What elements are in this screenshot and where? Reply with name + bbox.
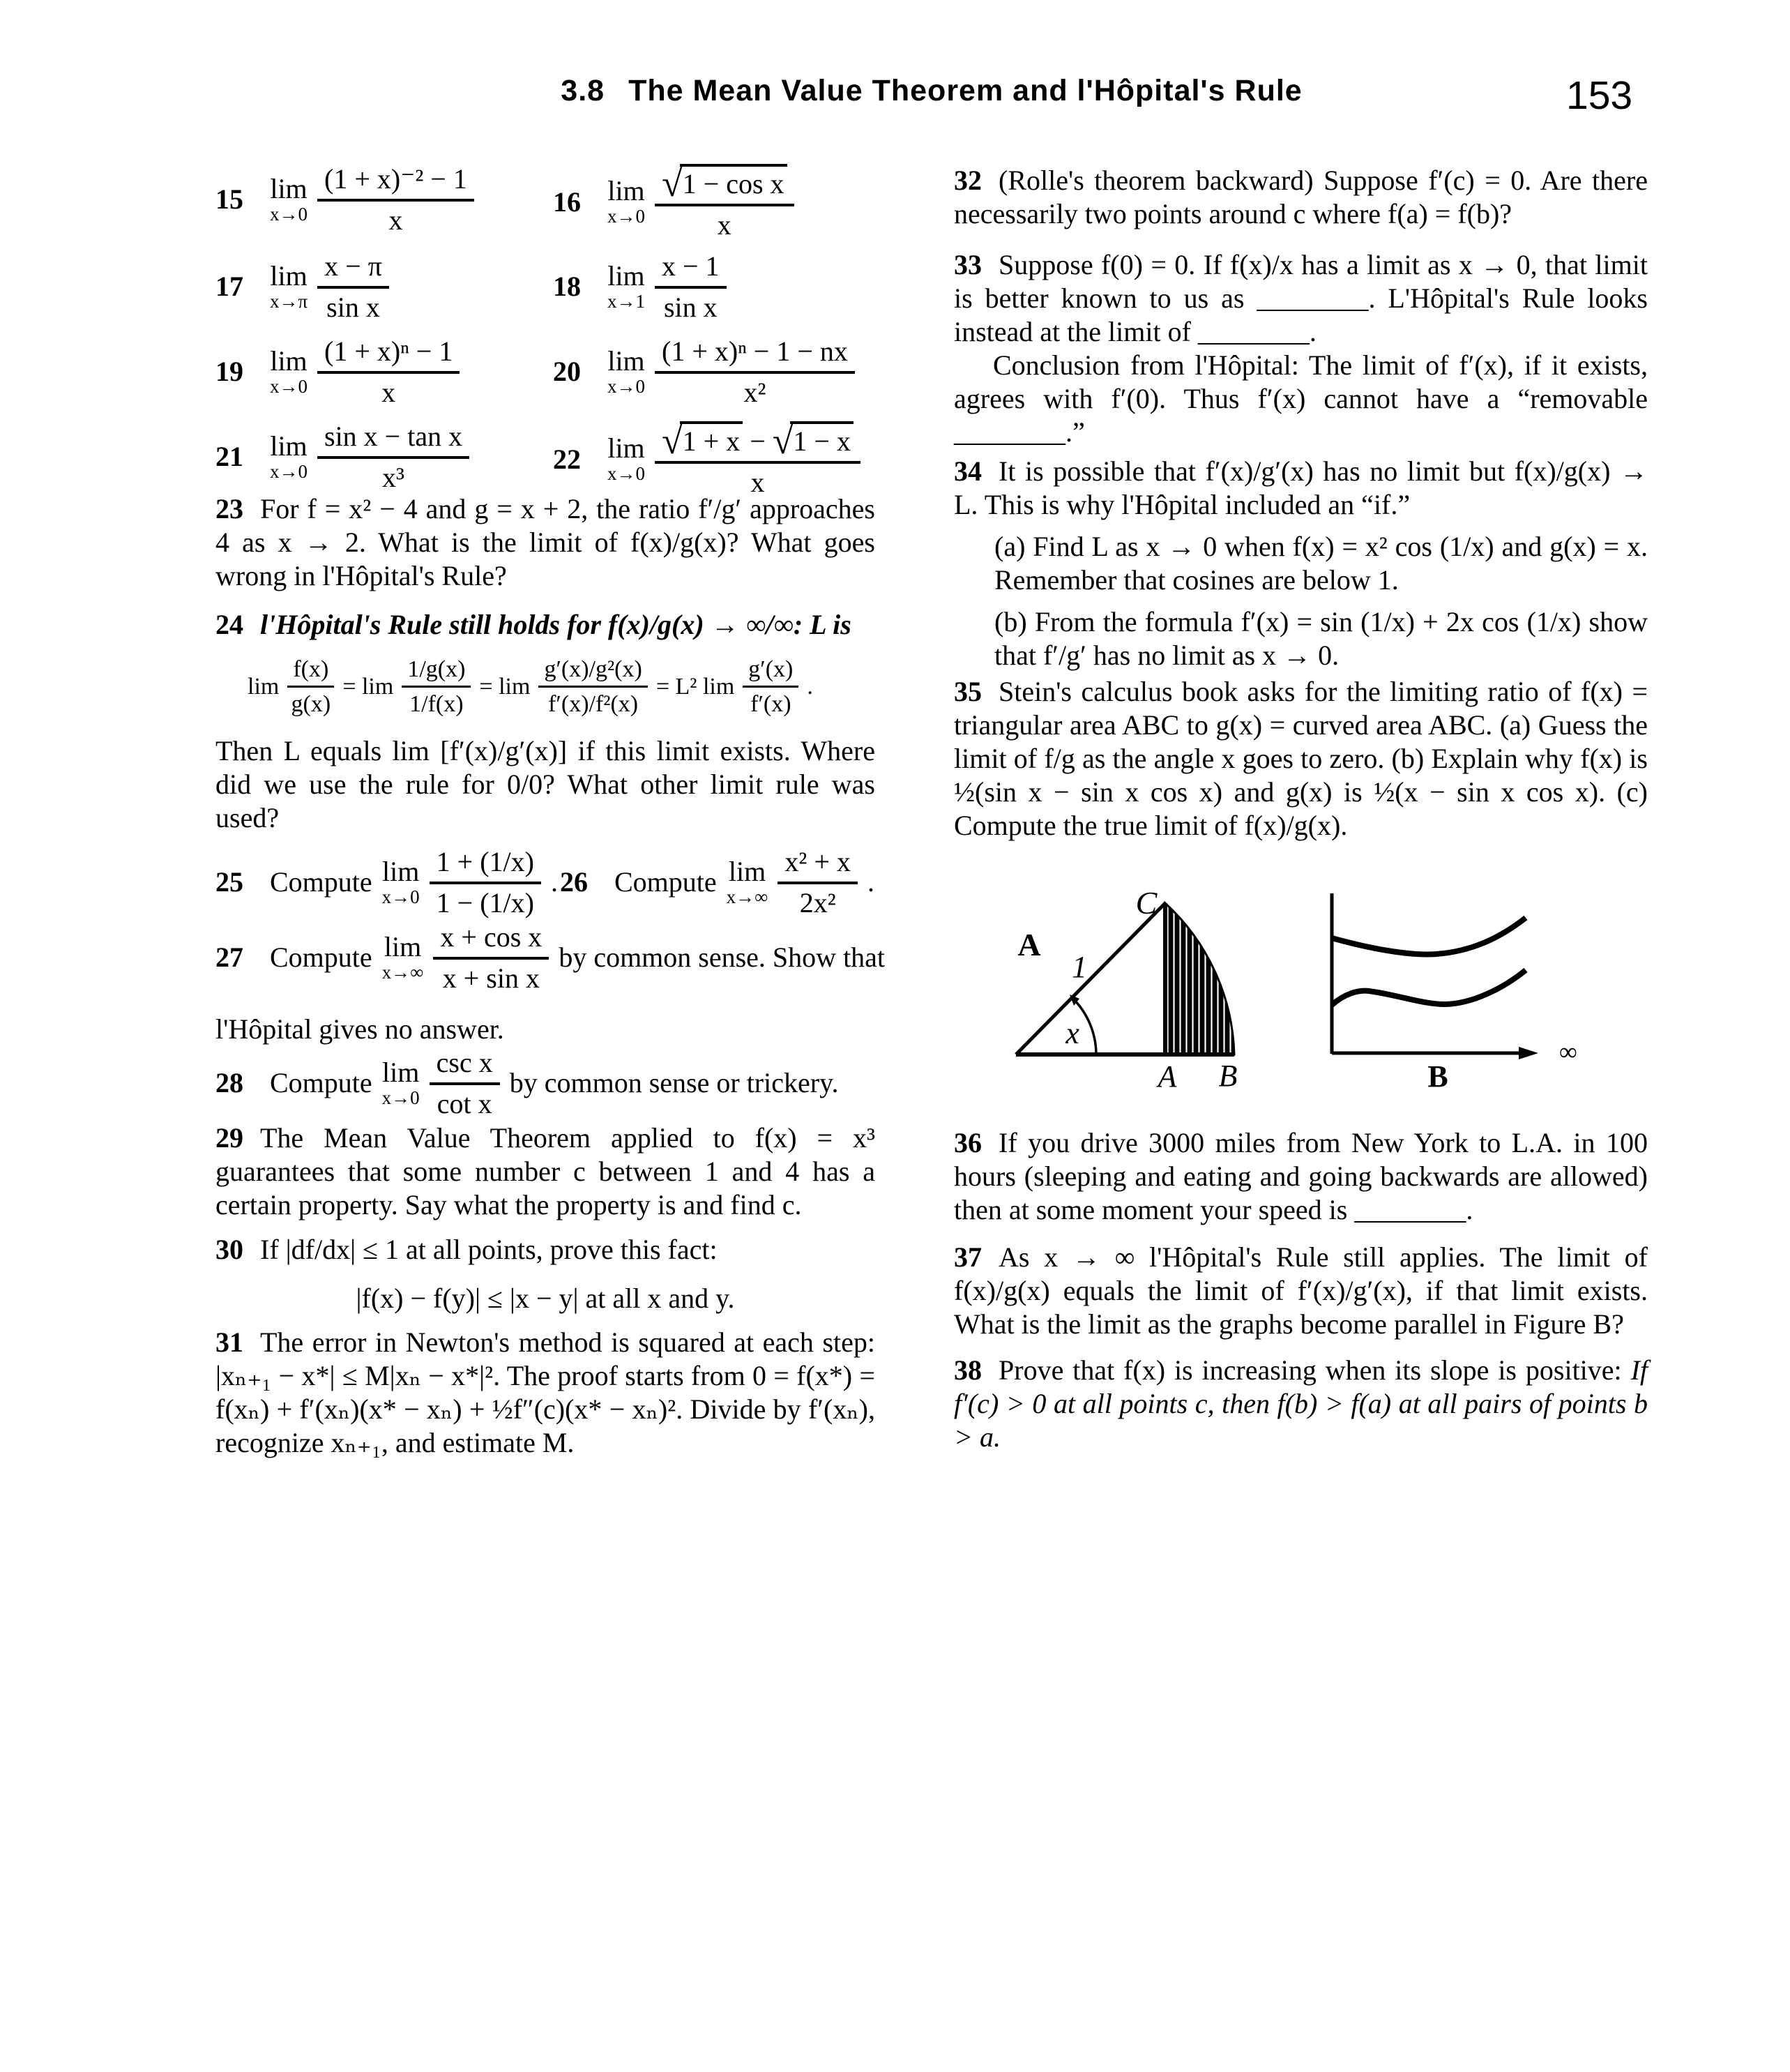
problem-32 [954,164,1648,231]
problem-35 [954,675,1648,842]
problem-24 [215,608,875,835]
problem-34 [954,455,1648,672]
exercise-number: 20 [553,356,581,388]
problem-number: 29 [215,1122,243,1154]
fraction: $\frac{1 + (1/x)}{1 - (1/x)}$ [430,845,541,919]
label-one: 1 [1072,950,1087,984]
exercise-17 [215,250,389,324]
limit-operator: lim x→1 [607,259,645,312]
radical-icon: √ [662,419,683,462]
problem-number: 36 [954,1127,982,1158]
exercise-row-15-16 [215,162,875,239]
limit-operator: lim x→0 [381,1056,420,1108]
exercise-19 [215,335,460,409]
problem-text: It is possible that f′(x)/g′(x) has no limit but f(x)/g(x) → L. This is why l'Hôpital included an “if.” [954,455,1648,520]
problem-number: 28 [215,1067,243,1099]
problem-number: 30 [215,1234,243,1265]
fraction: $\frac{\text{g′(x)/g²(x)}}{\text{f′(x)/f²(x)}}$ [538,656,647,718]
problem-37 [954,1241,1648,1341]
problem-number: 32 [954,165,982,196]
label-a-outer: A [1017,927,1041,962]
problem-number: 24 [215,609,243,640]
exercise-number: 16 [553,186,581,218]
display-equation: lim $\frac{f(x)}{g(x)}$ = lim $\frac{1/g(x)}{1/f(x)}$ = lim $\frac{\text{g′(x)/g²(x)}}{\text{f′(x)/f²(x)}}$ = L² lim $\frac{g'(x)}{f'(x)}$ . [248,656,813,718]
lower-curve [1332,970,1526,1005]
problem-text: (Rolle's theorem backward) Suppose f′(c) = 0. Are there necessarily two points around c where f(a) = f(b)? [954,165,1648,229]
limit-operator: lim x→0 [270,345,308,397]
axis-arrowhead-icon [1519,1047,1538,1059]
exercise-row-19-20 [215,335,875,411]
exercise-20 [553,335,855,409]
exercise-number: 22 [553,443,581,475]
problem-text: The error in Newton's method is squared at each step: |xₙ₊₁ − x*| ≤ M|xₙ − x*|². The proof starts from 0 = f(x*) = f(xₙ) + f′(xₙ)(x* − xₙ) + ½f″(c)(x* − xₙ)². Divide by f′(xₙ), recognize xₙ₊₁, and estimate M. [215,1326,875,1458]
fraction: $\frac{1/g(x)}{1/f(x)}$ [402,656,471,718]
upper-curve [1332,918,1526,954]
problem-26: 26 Compute lim x→∞ $\frac{\text{x² + x}}{\text{2x²}}$ . [560,846,874,918]
problem-29 [215,1121,875,1222]
problem-number: 35 [954,676,982,707]
problem-part-b: (b) From the formula f′(x) = sin (1/x) + 2x cos (1/x) show that f′/g′ has no limit as x → 0. [994,606,1648,671]
exercise-22 [553,420,860,499]
radical-icon: √ [662,162,683,204]
problem-number: 26 [560,866,588,898]
problem-text-continuation: l'Hôpital gives no answer. [215,1013,504,1045]
fraction: $\frac{\text{x² + x}}{\text{2x²}}$ [778,845,858,919]
limit-operator: lim x→π [270,259,308,312]
problem-number: 31 [215,1326,243,1358]
exercise-21 [215,420,469,494]
section-title: The Mean Value Theorem and l'Hôpital's Rule [628,74,1303,107]
fraction: $\frac{f(x)}{g(x)}$ [287,656,334,718]
exercise-number: 17 [215,271,243,303]
limit-operator: lim x→0 [607,175,645,227]
problem-number: 34 [954,455,982,487]
fraction: $\frac{\text{(1 + x)ⁿ − 1 − nx}}{\text{x²}}$ [655,335,855,409]
section-number: 3.8 [561,74,605,107]
exercise-18 [553,250,727,324]
exercise-number: 15 [215,183,243,215]
problem-text: The Mean Value Theorem applied to f(x) = x³ guarantees that some number c between 1 and 4 has a certain property. Say what the property is and find c. [215,1122,875,1220]
problem-text-italic: If f′(c) > 0 at all points c, then f(b) > f(a) at all pairs of points b > a. [954,1354,1648,1453]
problem-text: Then L equals lim [f′(x)/g′(x)] if this limit exists. Where did we use the rule for 0/0? What other limit rule was used? [215,735,875,834]
problem-number: 23 [215,493,243,524]
exercise-row-17-18 [215,250,875,326]
limit-operator: lim x→0 [270,430,308,482]
problem-number: 38 [954,1354,982,1386]
fraction: $\frac{\text{sin x − tan x}}{\text{x³}}$ [317,420,469,494]
problem-number: 33 [954,249,982,280]
fraction: $\frac{\text{csc x}}{\text{cot x}}$ [430,1046,500,1120]
problem-text: Prove that f(x) is increasing when its slope is positive: [999,1354,1631,1386]
shaded-region [1165,903,1234,1054]
fraction: $\frac{g'(x)}{f'(x)}$ [743,656,798,718]
limit-operator: lim x→0 [381,855,420,907]
problem-conclusion: Conclusion from l'Hôpital: The limit of f′(x), if it exists, agrees with f′(0). Thus f′(x) cannot have a “removable ________.” [954,349,1648,448]
label-angle-x: x [1065,1016,1079,1050]
hypotenuse-line [1016,903,1165,1054]
fraction: √ 1 − cos x x [655,162,794,241]
label-b: B [1427,1059,1448,1094]
section-header [215,74,1648,108]
problem-text: Stein's calculus book asks for the limiting ratio of f(x) = triangular area ABC to g(x) = curved area ABC. (a) Guess the limit of f/g as the angle x goes to zero. (b) Explain why f(x) is ½(sin x − sin x cos x) and g(x) is ½(x − sin x cos x). (c) Compute the true limit of f(x)/g(x). [954,676,1648,841]
fraction: $\frac{x - \pi}{\text{sin x}}$ [317,250,389,324]
figure-b-curves [1332,893,1577,1094]
label-infinity: ∞ [1559,1038,1577,1066]
problem-text: Suppose f(0) = 0. If f(x)/x has a limit as x → 0, that limit is better known to us as ________. L'Hôpital's Rule looks instead at the limit of ________. [954,249,1648,347]
problem-text: If you drive 3000 miles from New York to L.A. in 100 hours (sleeping and eating and going backwards are allowed) then at some moment your speed is ________. [954,1127,1648,1225]
problem-text: For f = x² − 4 and g = x + 2, the ratio f′/g′ approaches 4 as x → 2. What is the limit of f(x)/g(x)? What goes wrong in l'Hôpital's Rule? [215,493,875,591]
problem-28: 28 Compute lim x→0 $\frac{\text{csc x}}{\text{cot x}}$ by common sense or trickery. [215,1047,839,1119]
problem-number: 25 [215,866,243,898]
radical-icon: √ [772,419,794,462]
problem-27: 27 Compute lim x→∞ $\frac{\text{x + cos x}}{\text{x + sin x}}$ by common sense. Show that l'Hôpital gives no answer. [215,921,886,1045]
problem-text: As x → ∞ l'Hôpital's Rule still applies. The limit of f(x)/g(x) equals the limit of f′(x)/g′(x), if that limit exists. What is the limit as the graphs become parallel in Figure B? [954,1241,1648,1340]
limit-operator: lim x→∞ [381,930,424,983]
limit-operator: lim x→0 [607,432,645,485]
problem-part-a: (a) Find L as x → 0 when f(x) = x² cos (1/x) and g(x) = x. Remember that cosines are below 1. [994,531,1648,596]
problem-number: 37 [954,1241,982,1273]
exercise-row-25-26 [215,845,875,922]
exercise-number: 19 [215,356,243,388]
problem-23 [215,492,875,593]
problem-25: 25 Compute lim x→0 $\frac{1 + (1/x)}{1 - (1/x)}$ . [215,846,558,918]
problem-lead: l'Hôpital's Rule still holds for f(x)/g(x) → ∞/∞: L is [260,609,851,640]
figure-triangle-and-curves [976,877,1604,1101]
exercise-number: 18 [553,271,581,303]
label-foot-b: B [1218,1059,1238,1093]
exercise-row-21-22 [215,420,875,497]
label-foot-a: A [1158,1059,1177,1094]
exercise-16 [553,162,794,241]
problem-36 [954,1126,1648,1227]
limit-operator: lim x→0 [607,345,645,397]
fraction: $\frac{x - 1}{\text{sin x}}$ [655,250,727,324]
exercise-number: 21 [215,441,243,473]
limit-operator: lim x→0 [270,172,308,225]
problem-text: If |df/dx| ≤ 1 at all points, prove this fact: [260,1234,718,1265]
problem-30 [215,1233,875,1315]
page-number: 153 [1566,73,1633,118]
problem-number: 27 [215,942,243,974]
fraction: $\frac{\text{(1 + x)⁻² − 1}}{x}$ [317,162,474,236]
problem-33 [954,248,1648,449]
figure-a-triangle [1016,885,1237,1094]
problem-38 [954,1354,1648,1454]
limit-operator: lim x→∞ [726,855,768,907]
fraction: $\frac{\text{x + cos x}}{\text{x + sin x}}$ [433,921,549,995]
display-equation: |f(x) − f(y)| ≤ |x − y| at all x and y. [356,1283,735,1314]
fraction: $\frac{\text{(1 + x)ⁿ − 1}}{x}$ [317,335,460,409]
fraction: √ 1 + x − √ 1 − x x [655,420,860,499]
exercise-15 [215,162,474,236]
problem-31 [215,1326,875,1460]
label-c: C [1135,885,1158,921]
